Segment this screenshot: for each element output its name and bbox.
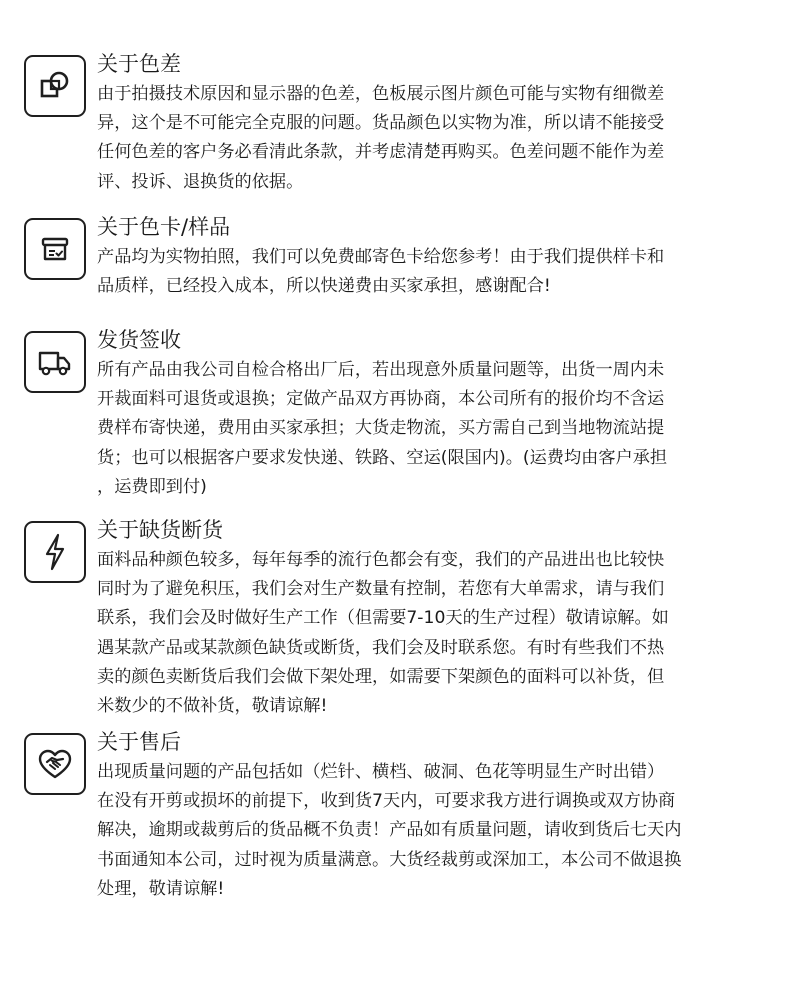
body-line: 所有产品由我公司自检合格出厂后，若出现意外质量问题等，出货一周内未 <box>97 360 665 380</box>
section-title: 关于色卡/样品 <box>97 215 231 239</box>
handshake-heart-icon <box>24 733 86 795</box>
sample-box-icon <box>24 218 86 280</box>
section-body <box>97 356 785 502</box>
body-line: 解决，逾期或裁剪后的货品概不负责！产品如有质量问题，请收到货后七天内 <box>97 820 682 841</box>
section-body <box>97 80 785 197</box>
section-body <box>97 243 785 301</box>
delivery-truck-icon <box>24 331 86 393</box>
section-title: 关于缺货断货 <box>97 518 223 542</box>
body-line: 卖的颜色卖断货后我们会做下架处理，如需要下架颜色的面料可以补货，但 <box>97 666 665 687</box>
body-line: 米数少的不做补货，敬请谅解! <box>97 696 328 717</box>
body-line: 处理，敬请谅解! <box>97 878 225 899</box>
body-line: 出现质量问题的产品包括如（烂针、横档、破洞、色花等明显生产时出错） <box>97 762 665 782</box>
body-line: 货；也可以根据客户要求发快递、铁路、空运(限国内)。(运费均由客户承担 <box>97 447 668 468</box>
section-title: 关于售后 <box>97 730 181 754</box>
body-line: 品质样，已经投入成本，所以快递费由买家承担，感谢配合! <box>97 276 551 297</box>
body-line: 任何色差的客户务必看清此条款，并考虑清楚再购买。色差问题不能作为差 <box>97 142 665 163</box>
body-line: ，运费即到付) <box>97 476 207 497</box>
color-swatch-icon <box>24 55 86 117</box>
body-line: 在没有开剪或损坏的前提下，收到货7天内，可要求我方进行调换或双方协商 <box>97 791 676 812</box>
body-line: 费样布寄快递，费用由买家承担；大货走物流，买方需自己到当地物流站提 <box>97 418 665 439</box>
body-line: 产品均为实物拍照，我们可以免费邮寄色卡给您参考！由于我们提供样卡和 <box>97 247 665 267</box>
body-line: 联系，我们会及时做好生产工作（但需要7-10天的生产过程）敬请谅解。如 <box>97 608 669 629</box>
section-body <box>97 546 785 721</box>
body-line: 开裁面料可退货或退换；定做产品双方再协商，本公司所有的报价均不含运 <box>97 389 665 410</box>
body-line: 面料品种颜色较多，每年每季的流行色都会有变，我们的产品进出也比较快 <box>97 550 665 570</box>
body-line: 评、投诉、退换货的依据。 <box>97 171 304 192</box>
body-line: 同时为了避免积压，我们会对生产数量有控制，若您有大单需求，请与我们 <box>97 579 665 600</box>
section-title: 发货签收 <box>97 328 181 352</box>
body-line: 书面通知本公司，过时视为质量满意。大货经裁剪或深加工，本公司不做退换 <box>97 849 682 870</box>
lightning-icon <box>24 521 86 583</box>
body-line: 遇某款产品或某款颜色缺货或断货，我们会及时联系您。有时有些我们不热 <box>97 637 665 658</box>
section-body <box>97 758 785 904</box>
body-line: 异，这个是不可能完全克服的问题。货品颜色以实物为准，所以请不能接受 <box>97 113 665 134</box>
section-title: 关于色差 <box>97 52 181 76</box>
body-line: 由于拍摄技术原因和显示器的色差，色板展示图片颜色可能与实物有细微差 <box>97 84 665 104</box>
